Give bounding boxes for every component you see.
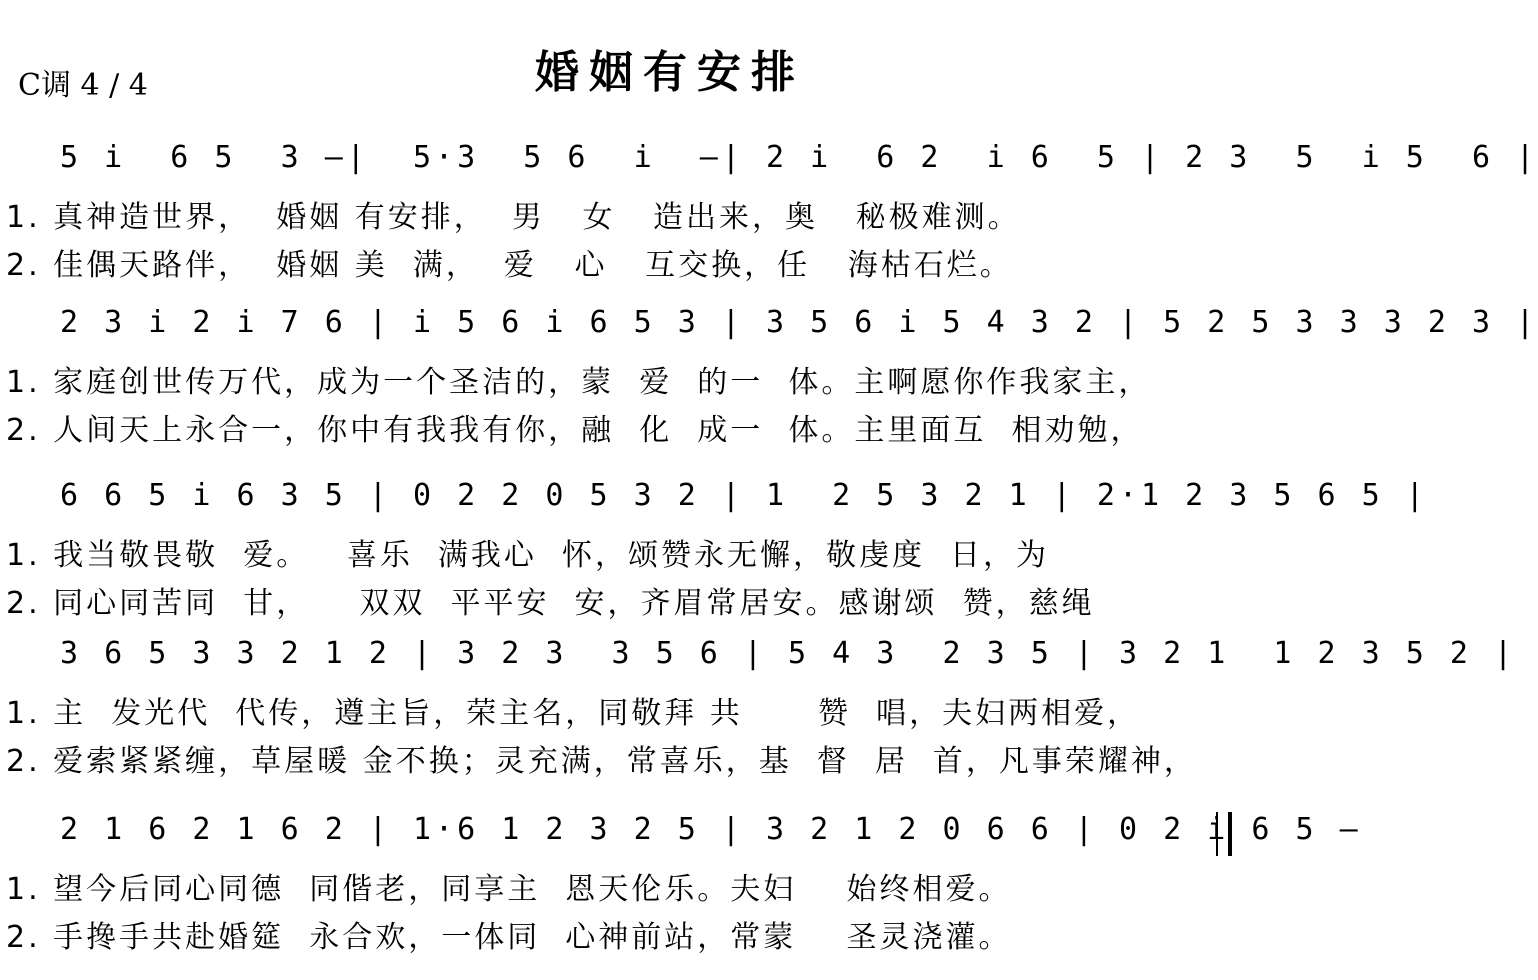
notation-line: 2 1 6 2 1 6 2 | 1·6 1 2 3 2 5 | 3 2 1 2 0 6 6 | 0 2 i 6 5 – (60, 812, 1362, 847)
verse-2-lyrics: 2. 手搀手共赴婚筵 永合欢，一体同 心神前站，常蒙 圣灵浇灌。 (6, 920, 1012, 955)
staff-system-1 (0, 140, 1538, 300)
final-barline (1216, 812, 1232, 856)
verse-2-lyrics: 2. 佳偶天路伴， 婚姻 美 满， 爱 心 互交换，任 海枯石烂。 (6, 248, 1013, 283)
verse-1-lyrics: 1. 我当敬畏敬 爱。 喜乐 满我心 怀，颂赞永无懈，敬虔度 日，为 (6, 538, 1050, 573)
notation-line: 2 3 i 2 i 7 6 | i 5 6 i 6 5 3 | 3 5 6 i 5 4 3 2 | 5 2 5 3 3 3 2 3 | (60, 305, 1538, 340)
key-signature: C调 4 / 4 (18, 68, 148, 103)
staff-system-2 (0, 305, 1538, 465)
verse-1-lyrics: 1. 主 发光代 代传，遵主旨，荣主名，同敬拜 共 赞 唱，夫妇两相爱， (6, 696, 1141, 731)
verse-1-lyrics: 1. 望今后同心同德 同偕老，同享主 恩天伦乐。夫妇 始终相爱。 (6, 872, 1012, 907)
staff-system-5 (0, 812, 1362, 972)
staff-system-3 (0, 478, 1428, 638)
notation-line: 3 6 5 3 3 2 1 2 | 3 2 3 3 5 6 | 5 4 3 2 3 5 | 3 2 1 1 2 3 5 2 | (60, 636, 1517, 671)
verse-2-lyrics: 2. 同心同苦同 甘， 双双 平平安 安，齐眉常居安。感谢颂 赞，慈绳 (6, 586, 1095, 621)
song-title: 婚姻有安排 (535, 47, 805, 98)
notation-line: 5 i 6 5 3 –| 5·3 5 6 i –| 2 i 6 2 i 6 5 | 2 3 5 i 5 6 | (60, 140, 1538, 175)
notation-line: 6 6 5 i 6 3 5 | 0 2 2 0 5 3 2 | 1 2 5 3 2 1 | 2·1 2 3 5 6 5 | (60, 478, 1428, 513)
verse-1-lyrics: 1. 家庭创世传万代，成为一个圣洁的，蒙 爱 的一 体。主啊愿你作我家主， (6, 365, 1152, 400)
verse-2-lyrics: 2. 爱索紧紧缠，草屋暖 金不换；灵充满，常喜乐，基 督 居 首，凡事荣耀神， (6, 744, 1197, 779)
verse-1-lyrics: 1. 真神造世界， 婚姻 有安排， 男 女 造出来，奥 秘极难测。 (6, 200, 1021, 235)
staff-system-4 (0, 636, 1517, 796)
verse-2-lyrics: 2. 人间天上永合一，你中有我我有你，融 化 成一 体。主里面互 相劝勉， (6, 413, 1144, 448)
